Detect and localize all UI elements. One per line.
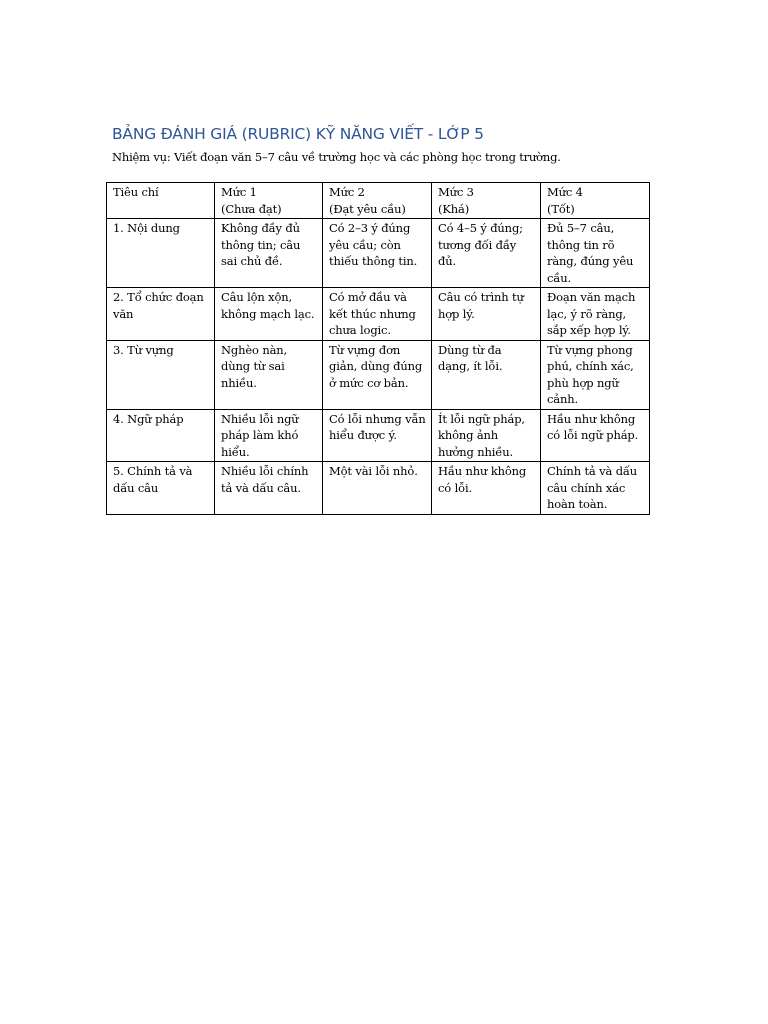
table-row [107, 409, 650, 462]
header-cell-criterion [107, 183, 215, 219]
level-3-cell: Ít lỗi ngữ pháp, không ảnh hưởng nhiều. [432, 409, 541, 462]
level-2-cell: Một vài lỗi nhỏ. [323, 462, 432, 515]
header-cell-level-2 [323, 183, 432, 219]
criterion-cell: 4. Ngữ pháp [107, 409, 215, 462]
level-1-cell: Nhiều lỗi ngữ pháp làm khó hiểu. [215, 409, 323, 462]
level-1-cell: Nghèo nàn, dùng từ sai nhiều. [215, 340, 323, 409]
level-2-cell: Từ vựng đơn giản, dùng đúng ở mức cơ bản. [323, 340, 432, 409]
level-4-cell: Hầu như không có lỗi ngữ pháp. [541, 409, 650, 462]
criterion-cell: 3. Từ vựng [107, 340, 215, 409]
table-row [107, 219, 650, 288]
level-4-cell: Đủ 5–7 câu, thông tin rõ ràng, đúng yêu cầu. [541, 219, 650, 288]
level-3-cell: Hầu như không có lỗi. [432, 462, 541, 515]
level-4-cell: Chính tả và dấu câu chính xác hoàn toàn. [541, 462, 650, 515]
header-label: Tiêu chí [113, 185, 159, 199]
header-label: Mức 4 [547, 185, 583, 199]
level-2-cell: Có mở đầu và kết thúc nhưng chưa logic. [323, 288, 432, 341]
level-3-cell: Câu có trình tự hợp lý. [432, 288, 541, 341]
header-sublabel: (Đạt yêu cầu) [329, 201, 406, 216]
level-3-cell: Có 4–5 ý đúng; tương đối đầy đủ. [432, 219, 541, 288]
header-cell-level-4 [541, 183, 650, 219]
level-3-cell: Dùng từ đa dạng, ít lỗi. [432, 340, 541, 409]
level-2-cell: Có 2–3 ý đúng yêu cầu; còn thiếu thông tin. [323, 219, 432, 288]
criterion-cell: 1. Nội dung [107, 219, 215, 288]
header-label: Mức 3 [438, 185, 474, 199]
level-1-cell: Nhiều lỗi chính tả và dấu câu. [215, 462, 323, 515]
criterion-cell: 2. Tổ chức đoạn văn [107, 288, 215, 341]
criterion-cell: 5. Chính tả và dấu câu [107, 462, 215, 515]
header-label: Mức 2 [329, 185, 365, 199]
header-label: Mức 1 [221, 185, 257, 199]
table-row [107, 462, 650, 515]
level-4-cell: Đoạn văn mạch lạc, ý rõ ràng, sắp xếp hợp lý. [541, 288, 650, 341]
header-sublabel: (Tốt) [547, 201, 575, 216]
level-1-cell: Câu lộn xộn, không mạch lạc. [215, 288, 323, 341]
task-description: Nhiệm vụ: Viết đoạn văn 5–7 câu về trường học và các phòng học trong trường. [112, 150, 561, 164]
table-row [107, 340, 650, 409]
header-sublabel: (Khá) [438, 201, 470, 216]
level-2-cell: Có lỗi nhưng vẫn hiểu được ý. [323, 409, 432, 462]
level-4-cell: Từ vựng phong phú, chính xác, phù hợp ngữ cảnh. [541, 340, 650, 409]
table-header-row [107, 183, 650, 219]
rubric-table [106, 182, 650, 515]
level-1-cell: Không đầy đủ thông tin; câu sai chủ đề. [215, 219, 323, 288]
header-cell-level-1 [215, 183, 323, 219]
table-row [107, 288, 650, 341]
header-sublabel: (Chưa đạt) [221, 201, 282, 216]
document-title: BẢNG ĐÁNH GIÁ (RUBRIC) KỸ NĂNG VIẾT - LỚP 5 [112, 125, 484, 143]
header-cell-level-3 [432, 183, 541, 219]
